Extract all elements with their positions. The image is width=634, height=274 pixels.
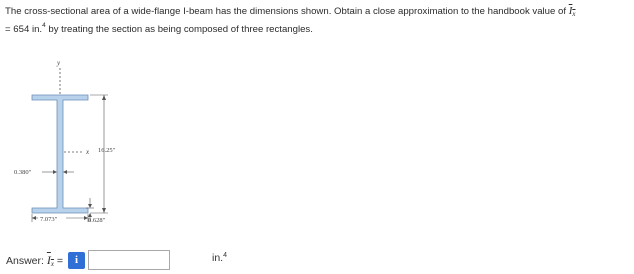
- ibeam-shape: [32, 95, 88, 213]
- depth-dimension-label: 16.25": [98, 147, 116, 154]
- problem-exponent: 4: [42, 22, 46, 29]
- flange-thickness-label: 0.628": [88, 217, 106, 224]
- x-axis-label: x: [86, 148, 90, 156]
- problem-text-3: by treating the section as being composed of three rectangles.: [45, 24, 313, 35]
- web-thickness-label: 0.380": [14, 169, 32, 176]
- problem-text-1: The cross-sectional area of a wide-flange I-beam has the dimensions shown. Obtain a close approximation to the handbook value of: [5, 6, 567, 17]
- ibeam-figure: [8, 56, 148, 241]
- answer-row: [6, 250, 170, 270]
- y-axis-label: y: [57, 59, 61, 67]
- info-icon[interactable]: i: [68, 252, 85, 269]
- answer-label: Answer: $I_x$ =: [6, 252, 64, 268]
- ix-symbol: $I_x$: [568, 5, 576, 18]
- ibeam-diagram: [8, 56, 148, 236]
- problem-text-2: = 654 in.: [5, 24, 43, 35]
- flange-width-label: 7.073": [40, 216, 58, 223]
- answer-units: in.$^4$: [212, 252, 227, 264]
- problem-statement: [5, 4, 625, 37]
- answer-ix-symbol: $I_x$: [46, 252, 54, 268]
- answer-input[interactable]: [88, 250, 170, 270]
